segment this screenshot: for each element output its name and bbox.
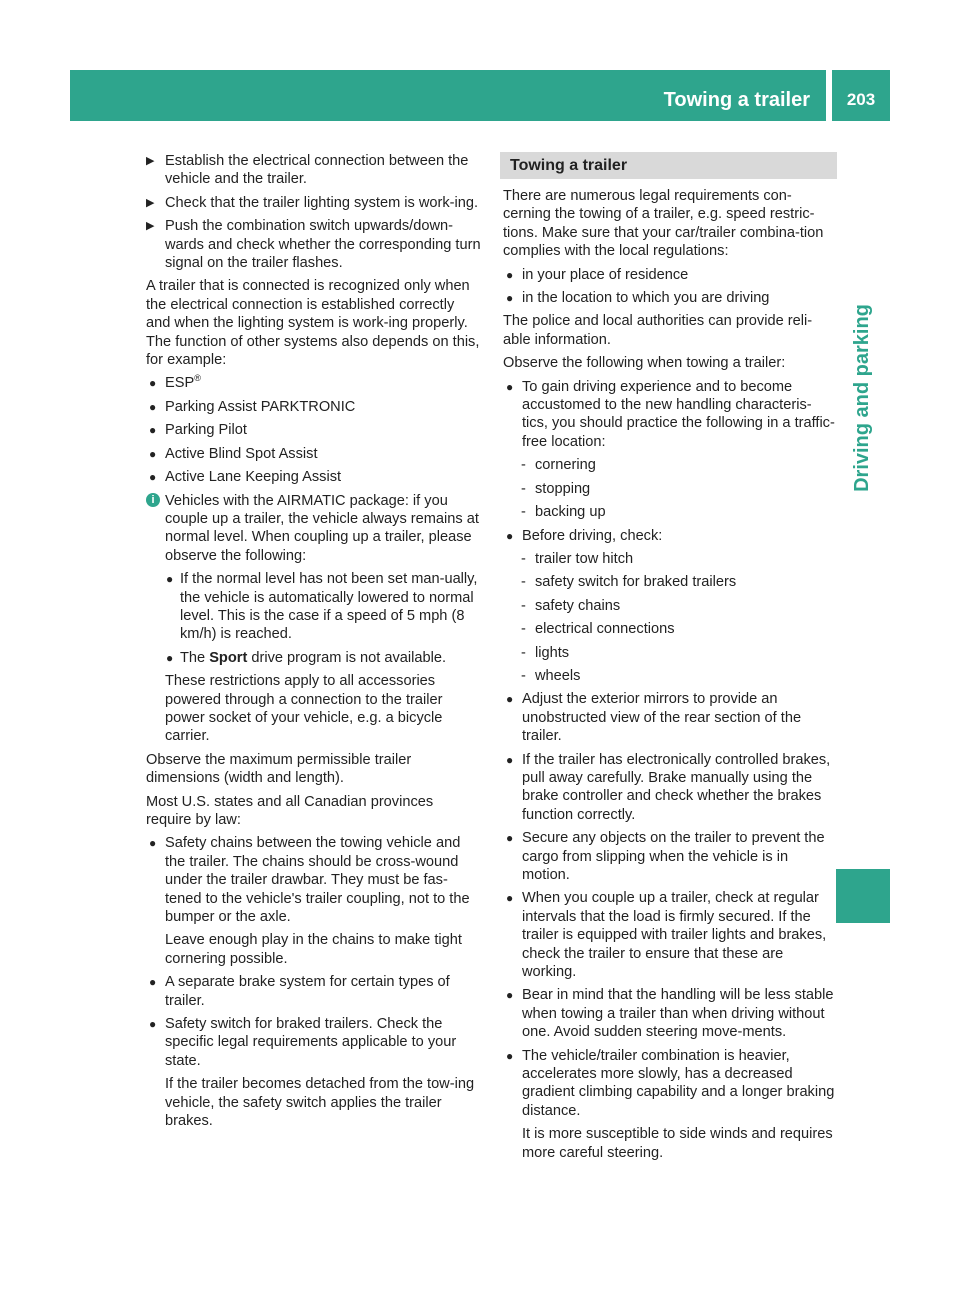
triangle-right-icon: ▶ <box>146 220 155 233</box>
paragraph: Observe the maximum permissible trailer dimensions (width and length). <box>146 751 412 787</box>
bullet-icon: ● <box>149 423 157 438</box>
sub-list-item: - lights <box>521 644 570 661</box>
bullet-icon: ● <box>149 446 157 461</box>
list-item: ● Safety switch for braked trailers. Check the specific legal requirements applicable to your state. If the trailer becomes detached from the tow-ing vehicle, the safety switch applies the trailer brakes. <box>149 1016 475 1130</box>
left-column <box>146 152 482 1136</box>
bullet-icon: ● <box>506 891 514 906</box>
dash-icon: - <box>521 574 526 591</box>
info-list-item: ● If the normal level has not been set man-ually, the vehicle is automatically lowered to normal level. This is the case if a speed of 5 mph (8 km/h) is reached. <box>166 571 478 643</box>
bullet-icon: ● <box>149 399 157 414</box>
bullet-icon: ● <box>149 376 157 391</box>
bullet-icon: ● <box>506 988 514 1003</box>
side-tab-marker <box>836 869 890 923</box>
bullet-icon: ● <box>149 1017 157 1032</box>
sub-list-item: - stopping <box>521 480 591 497</box>
bullet-icon: ● <box>506 379 514 394</box>
page-number: 203 <box>846 90 876 109</box>
list-item: ● Secure any objects on the trailer to prevent the cargo from slipping when the vehicle is in motion. <box>506 830 825 883</box>
list-item: ● Active Blind Spot Assist <box>149 445 318 462</box>
list-item: ● If the trailer has electronically controlled brakes, pull away carefully. Brake manually using the brake controller and check whether the brakes function correctly. <box>506 751 831 823</box>
bullet-icon: ● <box>149 836 157 851</box>
list-item: ● Bear in mind that the handling will be less stable when towing a trailer than when driving without one. Avoid sudden steering move-ments. <box>506 987 834 1041</box>
paragraph: There are numerous legal requirements con-cerning the towing of a trailer, e.g. speed restric-tions. Make sure that your car/trailer combina-tion complies with the local regulations: <box>503 188 824 260</box>
info-note <box>146 492 482 746</box>
info-after-text: These restrictions apply to all accessories powered through a connection to the trailer power socket of your vehicle, e.g. a bicycle carrier. <box>165 673 443 745</box>
info-list-item: ● The Sport drive program is not available. <box>166 649 447 666</box>
side-tab-label: Driving and parking <box>850 304 873 492</box>
dash-icon: - <box>521 504 526 521</box>
bullet-icon: ● <box>166 572 174 587</box>
sub-list-item: - backing up <box>521 504 606 521</box>
step-item: ▶ Check that the trailer lighting system is work-ing. <box>146 194 479 211</box>
paragraph: Most U.S. states and all Canadian provinces require by law: <box>146 793 434 828</box>
header-bar <box>70 70 826 121</box>
list-item: ● Parking Pilot <box>149 422 247 439</box>
list-item: ● in your place of residence <box>506 266 689 283</box>
list-item: ● ESP® <box>149 373 201 392</box>
list-item: ● Before driving, check: <box>506 527 663 544</box>
list-item: ● Safety chains between the towing vehicle and the trailer. The chains should be cross-wound under the trailer drawbar. They must be fas-tened to the vehicle's trailer coupling, not to the bumper or the axle. Leave enough play in the chains to make tight cornering possible. <box>149 835 470 967</box>
bullet-icon: ● <box>506 752 514 767</box>
section-heading: Towing a trailer <box>500 152 837 179</box>
dash-icon: - <box>521 667 526 684</box>
right-column <box>503 152 837 1167</box>
page-number-box <box>832 70 890 121</box>
list-item: ● To gain driving experience and to become accustomed to the new handling characteris-tics, you should practice the following in a traffic-free location: <box>506 378 835 450</box>
list-item: ● Adjust the exterior mirrors to provide an unobstructed view of the rear section of the trailer. <box>506 691 802 745</box>
bullet-icon: ● <box>506 291 514 306</box>
step-item: ▶ Push the combination switch upwards/down-wards and check whether the corresponding turn signal on the trailer flashes. <box>146 218 481 272</box>
paragraph: A trailer that is connected is recognized only when the electrical connection is established correctly and when the lighting system is work-ing properly. The function of other systems also depends on this, for example: <box>146 278 480 369</box>
dash-icon: - <box>521 550 526 567</box>
list-item: ● Active Lane Keeping Assist <box>149 469 342 486</box>
paragraph: Observe the following when towing a trailer: <box>503 355 786 372</box>
bullet-icon: ● <box>506 692 514 707</box>
bullet-icon: ● <box>506 528 514 543</box>
registered-mark: ® <box>194 373 201 384</box>
bullet-icon: ● <box>506 831 514 846</box>
triangle-right-icon: ▶ <box>146 155 155 167</box>
dash-icon: - <box>521 597 526 614</box>
dash-icon: - <box>521 457 526 474</box>
triangle-right-icon: ▶ <box>146 196 155 209</box>
sub-list-item: - safety switch for braked trailers <box>521 574 737 591</box>
info-text: Vehicles with the AIRMATIC package: if you couple up a trailer, the vehicle always remains at normal level. When coupling up a trailer, please observe the following: <box>165 492 479 564</box>
bullet-icon: ● <box>149 470 157 485</box>
list-item: ● in the location to which you are driving <box>506 290 770 307</box>
list-item: ● When you couple up a trailer, check at regular intervals that the load is firmly secured. If the trailer is equipped with trailer lights and brakes, check the trailer to ensure that these are working. <box>506 890 827 981</box>
header-title: Towing a trailer <box>663 89 810 111</box>
dash-icon: - <box>521 644 526 661</box>
bullet-icon: ● <box>149 975 157 990</box>
sub-list-item: - wheels <box>521 667 581 684</box>
dash-icon: - <box>521 480 526 497</box>
sub-list-item: - trailer tow hitch <box>521 550 634 567</box>
list-item: ● A separate brake system for certain types of trailer. <box>149 974 450 1009</box>
sub-list-item: - safety chains <box>521 597 621 614</box>
sub-list-item: - electrical connections <box>521 621 675 638</box>
sub-list-item: - cornering <box>521 457 596 474</box>
dash-icon: - <box>521 621 526 638</box>
bullet-icon: ● <box>506 1048 514 1063</box>
list-item: ● The vehicle/trailer combination is heavier, accelerates more slowly, has a decreased gradient climbing capability and a longer braking distance. It is more susceptible to side winds and requires more careful steering. <box>506 1047 835 1161</box>
paragraph: The police and local authorities can provide reli-able information. <box>503 313 813 348</box>
bullet-icon: ● <box>166 650 174 665</box>
step-item: ▶ Establish the electrical connection between the vehicle and the trailer. <box>146 153 469 188</box>
list-item: ● Parking Assist PARKTRONIC <box>149 398 356 415</box>
bullet-icon: ● <box>506 267 514 282</box>
info-icon: i <box>146 493 160 507</box>
